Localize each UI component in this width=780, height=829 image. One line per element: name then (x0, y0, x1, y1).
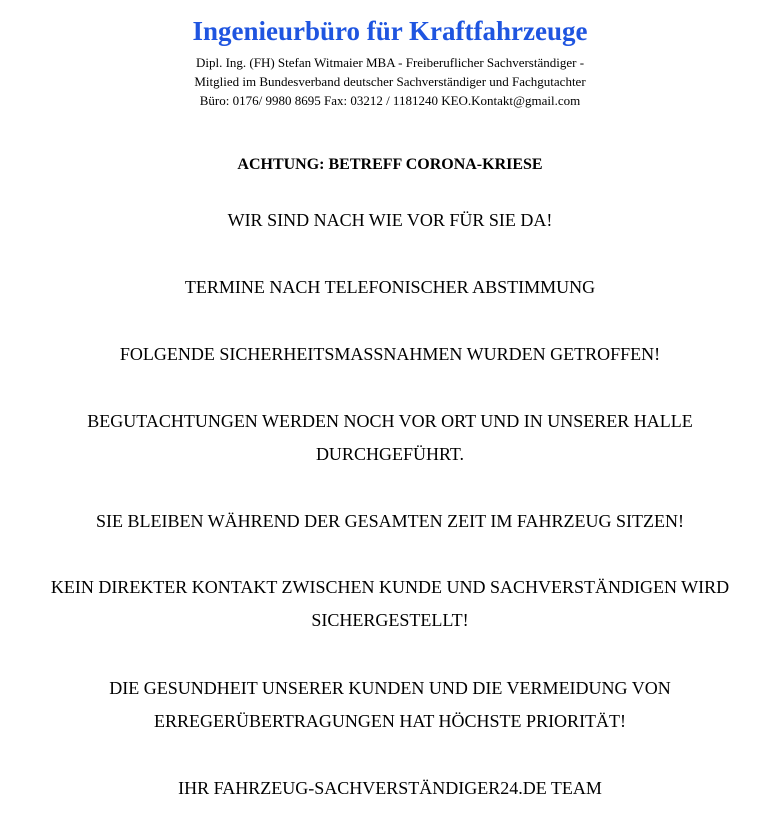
notice-paragraph: FOLGENDE SICHERHEITSMASSNAHMEN WURDEN GETROFFEN! (119, 344, 661, 364)
header-membership-line: Mitglied im Bundesverband deutscher Sachverständiger und Fachgutachter (194, 74, 586, 89)
notice-heading: ACHTUNG: BETREFF CORONA-KRIESE (237, 156, 543, 173)
notice-paragraph: WIR SIND NACH WIE VOR FÜR SIE DA! (227, 210, 553, 230)
header-contact-line: Büro: 0176/ 9980 8695 Fax: 03212 / 1181240 KEO.Kontakt@gmail.com (199, 93, 581, 108)
notice-paragraph: TERMINE NACH TELEFONISCHER ABSTIMMUNG (184, 277, 596, 297)
notice-paragraph: DIE GESUNDHEIT UNSERER KUNDEN UND DIE VERMEIDUNG VON ERREGERÜBERTRAGUNGEN HAT HÖCHSTE PRIORITÄT! (109, 678, 671, 731)
notice-paragraph: BEGUTACHTUNGEN WERDEN NOCH VOR ORT UND IN UNSERER HALLE DURCHGEFÜHRT. (87, 411, 693, 464)
header (22, 0, 758, 110)
notice-signature: IHR FAHRZEUG-SACHVERSTÄNDIGER24.DE TEAM (178, 778, 602, 798)
notice-paragraph: SIE BLEIBEN WÄHREND DER GESAMTEN ZEIT IM FAHRZEUG SITZEN! (96, 511, 684, 531)
notice-paragraph: KEIN DIREKTER KONTAKT ZWISCHEN KUNDE UND SACHVERSTÄNDIGEN WIRD SICHERGESTELLT! (50, 577, 730, 630)
page-title: Ingenieurbüro für Kraftfahrzeuge (192, 16, 588, 46)
header-qualification-line: Dipl. Ing. (FH) Stefan Witmaier MBA - Freiberuflicher Sachverständiger - (195, 55, 585, 70)
